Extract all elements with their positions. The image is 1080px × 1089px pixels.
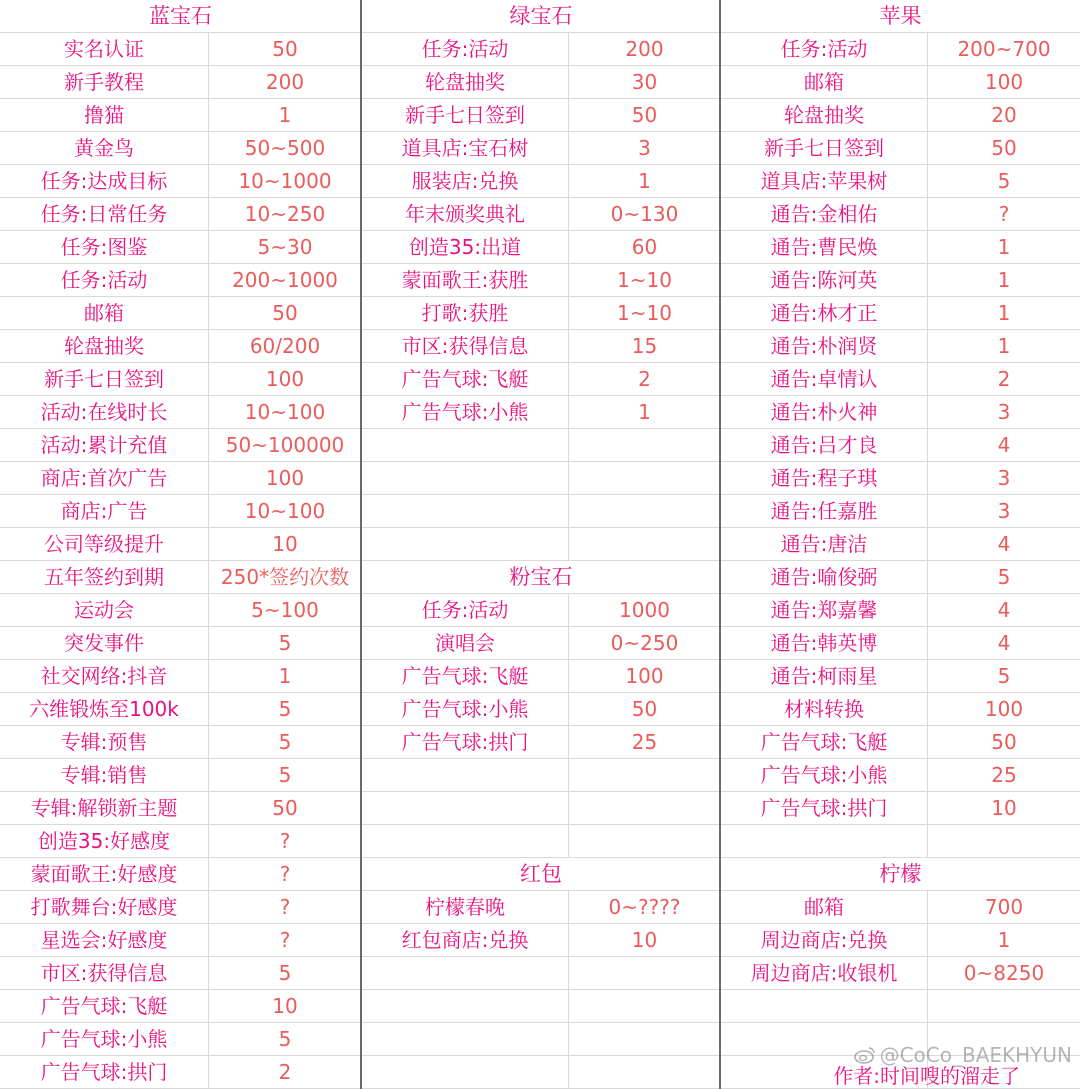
- watermark-text: @CoCo_BAEKHYUN: [879, 1043, 1072, 1067]
- amount-cell: 10: [631, 928, 658, 952]
- empty-cell: [362, 957, 569, 989]
- source-cell: 通告:唐洁: [721, 528, 928, 560]
- source-cell: 公司等级提升: [0, 528, 209, 560]
- source-cell: 通告:柯雨星: [721, 660, 928, 692]
- source-cell: 演唱会: [362, 627, 569, 659]
- source-cell: 任务:达成目标: [0, 165, 209, 197]
- table-row: [0, 66, 361, 99]
- source-cell: 任务:活动: [362, 33, 569, 65]
- table-row: [0, 297, 361, 330]
- source-cell: 专辑:预售: [0, 726, 209, 758]
- amount-cell: 4: [997, 598, 1011, 622]
- table-row: [721, 66, 1080, 99]
- table-row: [0, 594, 361, 627]
- source-cell: 突发事件: [0, 627, 209, 659]
- amount-cell: 30: [631, 70, 658, 94]
- table-row: [0, 693, 361, 726]
- source-cell: 商店:广告: [0, 495, 209, 527]
- source-cell: 道具店:苹果树: [721, 165, 928, 197]
- table-row: [721, 627, 1080, 660]
- blue-gem-column: [0, 0, 361, 1089]
- amount-cell: 50~100000: [225, 433, 345, 457]
- source-cell: 任务:日常任务: [0, 198, 209, 230]
- table-row: [0, 165, 361, 198]
- table-row: [362, 693, 720, 726]
- amount-cell: 10~100: [244, 400, 326, 424]
- table-row: [0, 264, 361, 297]
- source-cell: 广告气球:小熊: [362, 396, 569, 428]
- amount-cell: 20: [991, 103, 1017, 127]
- empty-cell: [362, 1056, 569, 1088]
- empty-row: [362, 495, 720, 528]
- amount-cell: 2: [278, 1060, 292, 1084]
- amount-cell: 5: [278, 730, 292, 754]
- table-row: [0, 198, 361, 231]
- table-row: [721, 495, 1080, 528]
- table-row: [362, 33, 720, 66]
- source-cell: 活动:累计充值: [0, 429, 209, 461]
- amount-cell: 100: [265, 367, 305, 391]
- amount-cell: 1~10: [617, 301, 672, 325]
- table-row: [362, 231, 720, 264]
- amount-cell: ?: [279, 895, 291, 919]
- source-cell: 通告:韩英博: [721, 627, 928, 659]
- source-cell: 广告气球:小熊: [721, 759, 928, 791]
- source-cell: 新手七日签到: [0, 363, 209, 395]
- table-row: [0, 627, 361, 660]
- table-row: [721, 396, 1080, 429]
- source-cell: 通告:程子琪: [721, 462, 928, 494]
- apple-column: [721, 0, 1080, 1089]
- empty-cell: [362, 759, 569, 791]
- source-cell: 蒙面歌王:好感度: [0, 858, 209, 890]
- amount-cell: 100: [984, 697, 1024, 721]
- amount-cell: 1: [638, 169, 651, 193]
- table-row: [362, 891, 720, 924]
- source-cell: 运动会: [0, 594, 209, 626]
- table-row: [721, 528, 1080, 561]
- empty-cell: [362, 429, 569, 461]
- source-cell: 星选会:好感度: [0, 924, 209, 956]
- table-row: [0, 231, 361, 264]
- amount-cell: 1: [997, 301, 1011, 325]
- table-row: [0, 660, 361, 693]
- author-credit: 作者:时间嗖的溜走了: [833, 1064, 1020, 1088]
- table-row: [362, 66, 720, 99]
- amount-cell: 15: [631, 334, 658, 358]
- amount-cell: 3: [638, 136, 651, 160]
- table-row: [0, 990, 361, 1023]
- apple-title: 苹果: [879, 4, 922, 28]
- source-cell: 轮盘抽奖: [362, 66, 569, 98]
- pink-gem-header-row: [362, 561, 720, 594]
- table-row: [721, 462, 1080, 495]
- source-cell: 广告气球:飞艇: [0, 990, 209, 1022]
- amount-cell: 25: [631, 730, 658, 754]
- lemon-title: 柠檬: [879, 862, 922, 886]
- source-cell: 通告:林才正: [721, 297, 928, 329]
- table-row: [362, 132, 720, 165]
- empty-cell: [362, 825, 569, 857]
- amount-cell: 2: [638, 367, 651, 391]
- amount-cell: 10~100: [244, 499, 326, 523]
- source-cell: 广告气球:小熊: [0, 1023, 209, 1055]
- source-cell: 蒙面歌王:获胜: [362, 264, 569, 296]
- source-cell: 通告:卓情认: [721, 363, 928, 395]
- empty-row: [362, 528, 720, 561]
- table-row: [721, 165, 1080, 198]
- table-row: [0, 330, 361, 363]
- source-cell: 服装店:兑换: [362, 165, 569, 197]
- table-row: [721, 891, 1080, 924]
- green-gem-column: [362, 0, 720, 1089]
- table-row: [721, 33, 1080, 66]
- amount-cell: 0~250: [610, 631, 679, 655]
- amount-cell: 10~1000: [238, 169, 332, 193]
- source-cell: 广告气球:飞艇: [362, 363, 569, 395]
- empty-row: [362, 1023, 720, 1056]
- source-cell: 邮箱: [721, 66, 928, 98]
- table-row: [721, 330, 1080, 363]
- amount-cell: 50: [272, 796, 298, 820]
- empty-row: [362, 825, 720, 858]
- blue-gem-title: 蓝宝石: [149, 4, 212, 28]
- amount-cell: ?: [279, 862, 291, 886]
- table-row: [721, 759, 1080, 792]
- table-row: [721, 924, 1080, 957]
- amount-cell: 50: [631, 697, 658, 721]
- pink-gem-title: 粉宝石: [509, 565, 573, 589]
- table-row: [721, 693, 1080, 726]
- amount-cell: 3: [997, 400, 1011, 424]
- amount-cell: 1: [997, 235, 1011, 259]
- amount-cell: 5: [997, 664, 1011, 688]
- table-row: [0, 429, 361, 462]
- table-row: [0, 759, 361, 792]
- source-cell: 创造35:好感度: [0, 825, 209, 857]
- table-row: [721, 297, 1080, 330]
- table-row: [0, 495, 361, 528]
- empty-cell: [362, 990, 569, 1022]
- amount-cell: 5: [997, 169, 1011, 193]
- empty-row: [362, 429, 720, 462]
- table-row: [721, 198, 1080, 231]
- table-row: [362, 165, 720, 198]
- table-row: [0, 858, 361, 891]
- amount-cell: 200: [625, 37, 664, 61]
- amount-cell: 1: [638, 400, 651, 424]
- amount-cell: 50: [991, 136, 1017, 160]
- amount-cell: 250*签约次数: [220, 565, 350, 589]
- empty-row: [362, 1056, 720, 1089]
- amount-cell: ?: [998, 202, 1010, 226]
- empty-row: [362, 957, 720, 990]
- amount-cell: 1: [278, 103, 292, 127]
- source-cell: 实名认证: [0, 33, 209, 65]
- source-cell: 撸猫: [0, 99, 209, 131]
- amount-cell: 100: [625, 664, 664, 688]
- table-row: [362, 924, 720, 957]
- amount-cell: 50: [272, 37, 298, 61]
- amount-cell: 10~250: [244, 202, 326, 226]
- empty-cell: [721, 990, 928, 1022]
- table-row: [721, 132, 1080, 165]
- source-cell: 打歌舞台:好感度: [0, 891, 209, 923]
- amount-cell: 5~100: [251, 598, 319, 622]
- source-cell: 专辑:解锁新主题: [0, 792, 209, 824]
- source-cell: 六维锻炼至100k: [0, 693, 209, 725]
- amount-cell: 5: [278, 697, 292, 721]
- source-cell: 社交网络:抖音: [0, 660, 209, 692]
- amount-cell: 200~1000: [232, 268, 338, 292]
- table-row: [362, 297, 720, 330]
- amount-cell: 200: [265, 70, 305, 94]
- empty-row: [721, 990, 1080, 1023]
- table-row: [0, 363, 361, 396]
- empty-cell: [362, 462, 569, 494]
- amount-cell: 100: [984, 70, 1024, 94]
- table-row: [0, 33, 361, 66]
- table-row: [0, 99, 361, 132]
- amount-cell: 5: [278, 763, 292, 787]
- table-row: [362, 363, 720, 396]
- table-row: [721, 726, 1080, 759]
- amount-cell: 10: [272, 994, 298, 1018]
- source-cell: 广告气球:拱门: [721, 792, 928, 824]
- source-cell: 活动:在线时长: [0, 396, 209, 428]
- table-row: [362, 726, 720, 759]
- table-row: [0, 924, 361, 957]
- source-cell: 红包商店:兑换: [362, 924, 569, 956]
- table-row: [721, 957, 1080, 990]
- amount-cell: 5: [278, 1027, 292, 1051]
- source-cell: 创造35:出道: [362, 231, 569, 263]
- blue-gem-header-row: [0, 0, 361, 33]
- amount-cell: 1: [997, 928, 1011, 952]
- source-cell: 材料转换: [721, 693, 928, 725]
- table-row: [0, 792, 361, 825]
- source-cell: 通告:郑嘉馨: [721, 594, 928, 626]
- empty-cell: [362, 495, 569, 527]
- table-row: [362, 594, 720, 627]
- amount-cell: 2: [997, 367, 1011, 391]
- source-cell: 通告:任嘉胜: [721, 495, 928, 527]
- amount-cell: 100: [265, 466, 305, 490]
- table-row: [721, 792, 1080, 825]
- amount-cell: 50: [631, 103, 658, 127]
- table-row: [0, 396, 361, 429]
- amount-cell: 1: [997, 268, 1011, 292]
- table-row: [0, 1023, 361, 1056]
- table-row: [0, 957, 361, 990]
- amount-cell: 0~130: [610, 202, 679, 226]
- amount-cell: 50: [991, 730, 1017, 754]
- table-row: [721, 429, 1080, 462]
- source-cell: 广告气球:小熊: [362, 693, 569, 725]
- empty-cell: [362, 792, 569, 824]
- source-cell: 新手七日签到: [362, 99, 569, 131]
- table-row: [0, 132, 361, 165]
- source-cell: 黄金鸟: [0, 132, 209, 164]
- amount-cell: 200~700: [957, 37, 1051, 61]
- red-packet-title: 红包: [520, 862, 562, 886]
- source-cell: 通告:朴润贤: [721, 330, 928, 362]
- table-row: [0, 1056, 361, 1089]
- amount-cell: 10: [272, 532, 298, 556]
- source-cell: 广告气球:飞艇: [721, 726, 928, 758]
- green-gem-title: 绿宝石: [509, 4, 573, 28]
- lemon-header-row: [721, 858, 1080, 891]
- amount-cell: 0~????: [608, 895, 681, 919]
- source-cell: 专辑:销售: [0, 759, 209, 791]
- source-cell: 通告:曹民焕: [721, 231, 928, 263]
- table-row: [0, 462, 361, 495]
- source-cell: 任务:活动: [0, 264, 209, 296]
- table-row: [721, 660, 1080, 693]
- source-cell: 新手七日签到: [721, 132, 928, 164]
- table-row: [0, 561, 361, 594]
- table-row: [362, 396, 720, 429]
- source-cell: 任务:图鉴: [0, 231, 209, 263]
- amount-cell: 3: [997, 499, 1011, 523]
- empty-cell: [362, 1023, 569, 1055]
- amount-cell: 10: [991, 796, 1017, 820]
- amount-cell: 5: [278, 961, 292, 985]
- source-cell: 柠檬春晚: [362, 891, 569, 923]
- source-cell: 通告:陈河英: [721, 264, 928, 296]
- source-cell: 通告:金相佑: [721, 198, 928, 230]
- table-row: [362, 264, 720, 297]
- table-row: [0, 726, 361, 759]
- amount-cell: 700: [984, 895, 1024, 919]
- table-row: [721, 99, 1080, 132]
- source-cell: 通告:朴火神: [721, 396, 928, 428]
- amount-cell: 4: [997, 433, 1011, 457]
- source-cell: 轮盘抽奖: [721, 99, 928, 131]
- amount-cell: 25: [991, 763, 1017, 787]
- amount-cell: ?: [279, 928, 291, 952]
- source-cell: 周边商店:兑换: [721, 924, 928, 956]
- source-cell: 商店:首次广告: [0, 462, 209, 494]
- table-row: [362, 660, 720, 693]
- amount-cell: 1: [997, 334, 1011, 358]
- amount-cell: 5: [278, 631, 292, 655]
- apple-header-row: [721, 0, 1080, 33]
- table-row: [721, 231, 1080, 264]
- source-cell: 五年签约到期: [0, 561, 209, 593]
- source-cell: 通告:吕才良: [721, 429, 928, 461]
- amount-cell: 5: [997, 565, 1011, 589]
- table-row: [721, 363, 1080, 396]
- empty-row: [721, 825, 1080, 858]
- amount-cell: 60: [631, 235, 658, 259]
- source-cell: 任务:活动: [721, 33, 928, 65]
- empty-cell: [721, 825, 928, 857]
- empty-row: [362, 462, 720, 495]
- amount-cell: 1: [278, 664, 292, 688]
- empty-row: [362, 792, 720, 825]
- empty-row: [362, 759, 720, 792]
- amount-cell: 3: [997, 466, 1011, 490]
- table-row: [362, 627, 720, 660]
- table-row: [0, 528, 361, 561]
- source-cell: 市区:获得信息: [362, 330, 569, 362]
- empty-cell: [362, 528, 569, 560]
- table-row: [362, 99, 720, 132]
- table-row: [362, 330, 720, 363]
- amount-cell: 0~8250: [963, 961, 1045, 985]
- source-cell: 道具店:宝石树: [362, 132, 569, 164]
- amount-cell: 50: [272, 301, 298, 325]
- red-packet-header-row: [362, 858, 720, 891]
- table-row: [362, 198, 720, 231]
- source-cell: 广告气球:飞艇: [362, 660, 569, 692]
- source-cell: 新手教程: [0, 66, 209, 98]
- source-cell: 广告气球:拱门: [0, 1056, 209, 1088]
- amount-cell: 4: [997, 532, 1011, 556]
- amount-cell: 4: [997, 631, 1011, 655]
- amount-cell: 5~30: [257, 235, 313, 259]
- source-cell: 邮箱: [0, 297, 209, 329]
- source-cell: 轮盘抽奖: [0, 330, 209, 362]
- amount-cell: 1~10: [617, 268, 672, 292]
- source-cell: 周边商店:收银机: [721, 957, 928, 989]
- amount-cell: 50~500: [244, 136, 326, 160]
- table-row: [0, 825, 361, 858]
- table-row: [0, 891, 361, 924]
- table-row: [721, 594, 1080, 627]
- amount-cell: ?: [279, 829, 291, 853]
- source-cell: 打歌:获胜: [362, 297, 569, 329]
- source-cell: 市区:获得信息: [0, 957, 209, 989]
- source-cell: 广告气球:拱门: [362, 726, 569, 758]
- empty-row: [362, 990, 720, 1023]
- source-cell: 任务:活动: [362, 594, 569, 626]
- source-cell: 邮箱: [721, 891, 928, 923]
- table-row: [721, 264, 1080, 297]
- amount-cell: 60/200: [249, 334, 321, 358]
- amount-cell: 1000: [619, 598, 670, 622]
- source-cell: 通告:喻俊弼: [721, 561, 928, 593]
- table-row: [721, 561, 1080, 594]
- green-gem-header-row: [362, 0, 720, 33]
- source-cell: 年末颁奖典礼: [362, 198, 569, 230]
